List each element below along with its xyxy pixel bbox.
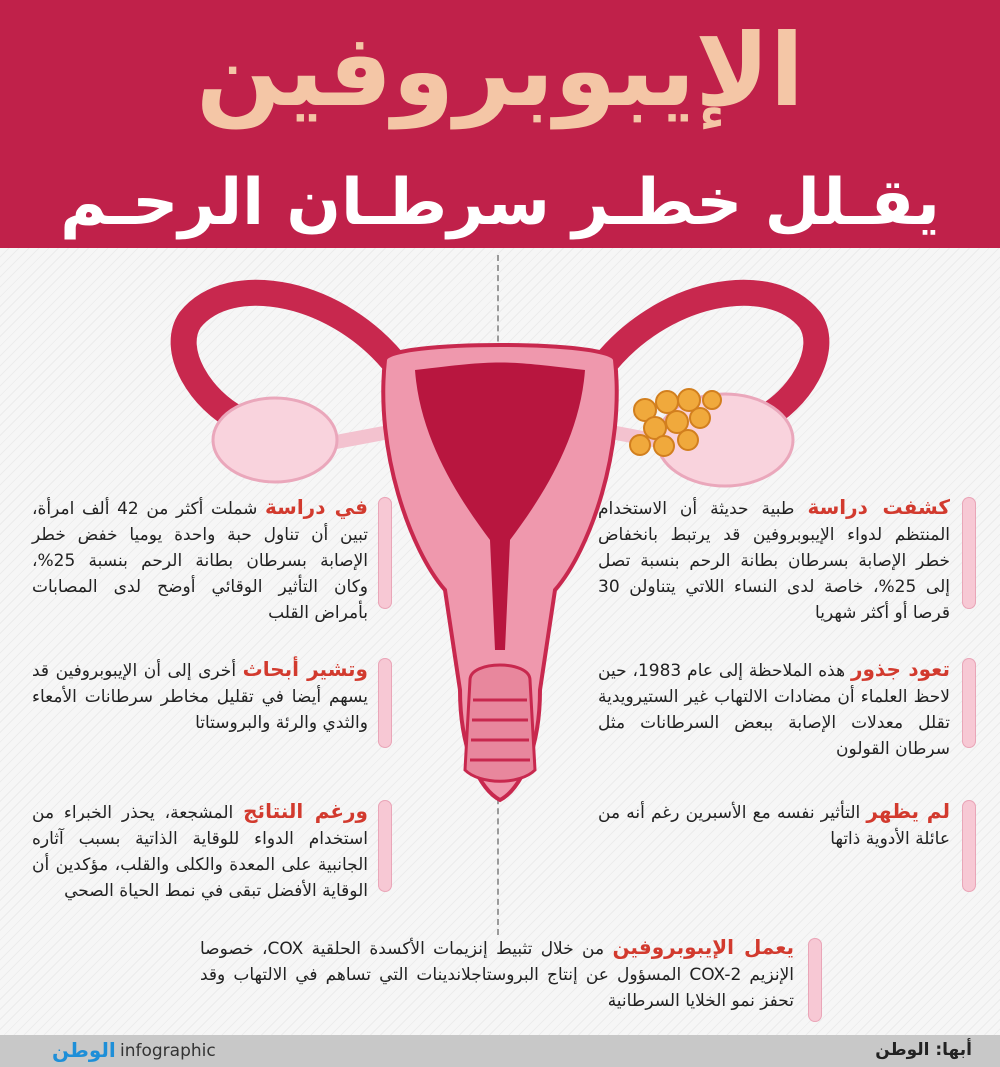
block-lead: تعود جذور [850,657,950,681]
page-title: الإيبوبروفين [195,12,804,129]
info-block-left-3 [32,798,368,904]
footer-label: infographic [120,1041,216,1061]
header-banner [0,0,1000,248]
block-text: التأثير نفسه مع الأسبرين رغم أنه من عائلة الأدوية ذاتها [598,803,950,849]
block-text: طبية حديثة أن الاستخدام المنتظم لدواء الإيبوبروفين قد يرتبط بانخفاض خطر الإصابة بسرطان بطانة الرحم بنسبة تصل إلى 25%، خاصة لدى النساء اللاتي يتناولن 30 قرصا أو أكثر شهريا [598,499,951,623]
info-block-right-1 [598,494,950,626]
info-block-left-1 [32,494,368,626]
block-text: هذه الملاحظة إلى عام 1983، حين لاحظ العلماء أن مضادات الالتهاب غير الستيرويدية تقلل معدلات الإصابة ببعض السرطانات مثل سرطان القولون [598,661,950,759]
block-text: شملت أكثر من 42 ألف امرأة، تبين أن تناول حبة واحدة يوميا خفض خطر الإصابة بسرطان بطانة الرحم بنسبة 25%، وكان التأثير الوقائي أوضح لدى المصابات بأمراض القلب [32,499,368,623]
accent-bar-left-1 [378,497,392,609]
accent-bar-right-3 [962,800,976,892]
block-text: من خلال تثبيط إنزيمات الأكسدة الحلقية COX، خصوصا الإنزيم COX-2 المسؤول عن إنتاج البروستاجلاندينات التي تساهم في الالتهاب وقد تحفز نمو الخلايا السرطانية [200,939,794,1011]
footer-source: أبها: الوطن [875,1040,972,1060]
block-lead: في دراسة [265,495,368,519]
info-block-bottom [200,934,794,1014]
block-lead: كشفت دراسة [807,495,950,519]
page-subtitle: يقـلل خطـر سرطـان الرحـم [60,166,940,240]
accent-bar-left-3 [378,800,392,892]
info-block-left-2 [32,656,368,736]
block-text: المشجعة، يحذر الخبراء من استخدام الدواء للوقاية الذاتية بسبب آثاره الجانبية على المعدة والكلى والقلب، مؤكدين أن الوقاية الأفضل تبقى في نمط الحياة الصحي [32,803,368,901]
alwatan-logo: الوطن [52,1038,116,1062]
block-lead: وتشير أبحاث [242,657,368,681]
accent-bar-bottom [808,938,822,1022]
accent-bar-left-2 [378,658,392,748]
accent-bar-right-2 [962,658,976,748]
block-text: أخرى إلى أن الإيبوبروفين قد يسهم أيضا في تقليل مخاطر سرطانات الأمعاء والثدي والرئة والبروستاتا [32,661,368,733]
accent-bar-right-1 [962,497,976,609]
footer-bar [0,1035,1000,1067]
block-lead: يعمل الإيبوبروفين [612,935,794,959]
info-block-right-2 [598,656,950,762]
info-block-right-3 [598,798,950,852]
block-lead: لم يظهر [866,799,950,823]
block-lead: ورغم النتائج [243,799,368,823]
